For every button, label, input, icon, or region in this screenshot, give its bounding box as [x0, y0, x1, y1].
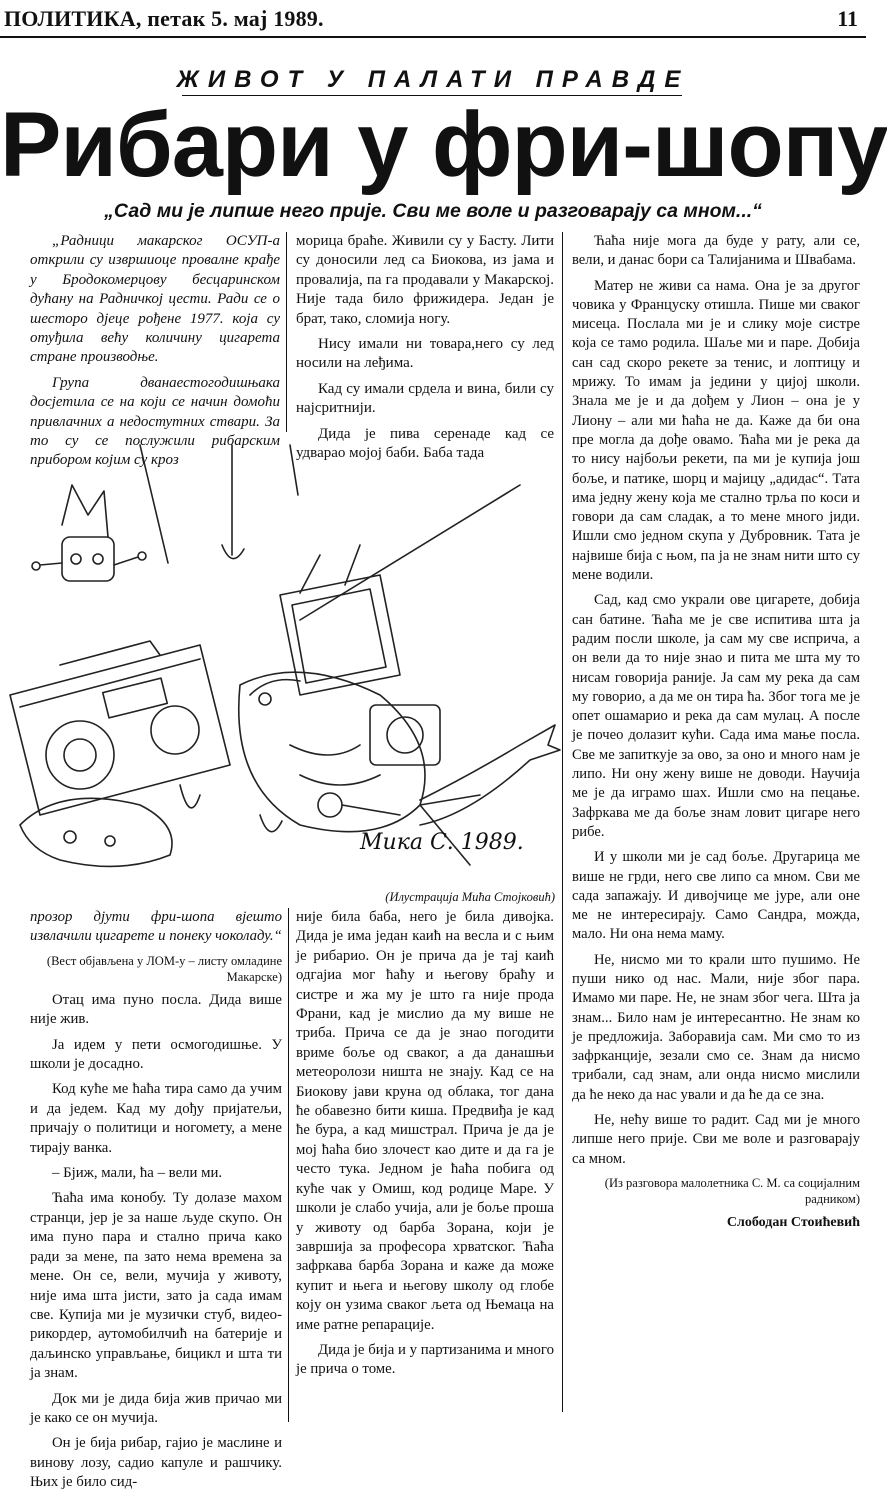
illustration-caption: (Илустрација Мића Стојковић) — [385, 890, 555, 904]
deck: „Сад ми је липше него прије. Сви ме воле и разговарају са мном...“ — [104, 200, 762, 222]
paragraph: Матер не живи са нама. Она је за другог човика у Француску отишла. Пише ми сваког мисеца. Послала ми је и слику моје систре која се тамо родила. Шаље ми и паре. Добија сан сад скоро рекете за тенис, и лоптицу и мрижу. То имам ја једини у цијој школи. Знала ме је и да дођем у Лион – она је у Лиону – али ми ћаћа не да. Каже да би она пре могла да дође овамо. Ћаћа ми је река да то нису најбољи рекети, па ми је купија још боље, и патике, шорц и мајицу „адидас“. Тата има једну жену која ме стално трља по коси и говори да сам сладак, а то мене много јиди. Ишли смо једном скупа у Дубровник. Тата је највише бија с њом, па ја не знам нити што су мене водили. — [572, 277, 860, 584]
cat-fish-head — [62, 485, 108, 537]
column-2-top — [296, 232, 554, 462]
paragraph: – Бјиж, мали, ћа – вели ми. — [52, 1165, 223, 1182]
device-icon — [370, 705, 440, 765]
lead-paragraph: „Радници макарског ОСУП-а открили су извршиоце провалне крађе у Бродокомерцову бесцаринском дућану на Радничкој цести. Ради се о шесторо дјеце рођене 1977. која су отуђила већу количину цигарета стране производње. — [30, 233, 280, 366]
column-divider — [286, 232, 287, 432]
news-source: (Вест објављена у ЛОМ-у – листу омладине Макарске) — [46, 953, 282, 984]
paragraph: Не, нећу више то радит. Сад ми је много липше него прије. Сви ме воле и разговарају са мном. — [572, 1112, 860, 1167]
column-3 — [572, 232, 860, 1422]
fishing-line — [300, 485, 520, 620]
illustration — [0, 445, 560, 885]
paragraph: Код куће ме ћаћа тира само да учим и да једем. Кад му дођу пријатељи, причају о политици и ногомету, а мене тирају ванка. — [30, 1081, 282, 1156]
paragraph: Отац има пуно посла. Дида више није жив. — [30, 991, 282, 1028]
paragraph: И у школи ми је сад боље. Другарица ме више не грди, него све липо са мном. Сви ме сада запажају. И дивојчице ме јуре, али оне ме не интересирају. Само Сандра, можда, мало. Ни она нема маму. — [572, 849, 860, 943]
fishing-fishes-illustration — [0, 445, 560, 885]
paragraph: Док ми је дида бија жив причао ми је како се он мучија. — [30, 1390, 282, 1426]
headline: Рибари у фри-шопу — [0, 94, 887, 196]
column-divider — [288, 908, 289, 1422]
hook-icon — [222, 545, 244, 559]
paragraph: Ћаћа има конобу. Ту долазе махом странци, јер је за наше људе скупо. Он има пуно пара и стално прича како ради за мене, па зато нема времена за мене. Он се, вели, мучија у животу, није има шта јисти, зато ја сада имам све. Купија ми је музички стуб, видео-рикордер, аутомобилчић на батерије и даљинско управљање, бицикл и шта ти ја знам. — [30, 1190, 282, 1382]
masthead — [0, 6, 866, 34]
paragraph: није била баба, него је била дивојка. Дида је има један каић на весла и с њим је рибарио. Он је прича да је тај каић одгајиа мог ћаћу и његову браћу и систре и жа му је што га није прода Франи, кад је мислио да му више не триба. Прича се да је знао погодити вриме боље од сваког, а да данашњи метеоролози ништа не знају. Кад се на Биокову јави круна од облака, тог дана ће обавезно бити киша. Предвиђа је кад ће бура, а кад мишстрал. Прича је да је мој ћаћа био злочест као дите и да га је често тука. Једном је ћаћа побига од куће чак у Омиш, код родице Маре. У школи је слабо учија, али је боље проша у животу од барба Зорана, који је завршија за професора хрватског. Ћаћа зафркава барба Зорана и каже да може купит и њега и његову школу од глобе коју он узима сваког љета од Њемаца на име ратне репарације. — [296, 909, 554, 1333]
lizard-creature — [20, 798, 172, 866]
paragraph: Ћаћа није мога да буде у рату, али се, вели, и данас бори са Талијанима и Швабама. — [572, 233, 860, 269]
paragraph: Не, нисмо ми то крали што пушимо. Не пуши нико од нас. Мали, није због пара. Имамо ми паре. Не, не знам због чега. Шта ја знам... Било нам је интересантно. Не знам ко је предложија. Заборавија сам. Ми смо то из зафрканције, зезали смо се. Знам да нисмо трибали, сад знам, али онда нисмо мислили да ће неко да нас ували и да ће да се зна. — [572, 951, 860, 1103]
fish-body — [62, 537, 114, 581]
hook-icon — [260, 815, 282, 832]
paragraph: Кад су имали срдела и вина, били су најсритнији. — [296, 380, 554, 417]
kicker: ЖИВОТ У ПАЛАТИ ПРАВДЕ — [176, 66, 690, 93]
page-number: 11 — [837, 6, 858, 31]
column-2-bottom — [296, 908, 554, 1422]
fishing-line — [290, 445, 298, 495]
paragraph: Дида је бија и у партизанима и много је прича о томе. — [296, 1341, 554, 1378]
paragraph: Он је бија рибар, гајио је маслине и винову лозу, садио капуле и рашчику. Њих је било сид- — [30, 1435, 282, 1491]
masthead-date: ПОЛИТИКА, петак 5. мај 1989. — [4, 6, 324, 31]
speaker-icon — [46, 721, 114, 789]
paragraph: Ја идем у пети осмогодишње. У школи је досадно. — [30, 1036, 282, 1073]
paragraph: Нису имали ни товара,него су лед носили на леђима. — [296, 336, 554, 372]
paragraph: Дида је пива серенаде кад се удварао мојој баби. Баба тада — [296, 425, 554, 462]
paragraph: морица браће. Живили су у Басту. Лити су доносили лед са Биокова, из јама и провалија, па га продавали у Макарској. Није тада било фрижидера. Један је брат, тако, сломија ногу. — [296, 233, 554, 327]
lead-paragraph: Група дванаестогодишњака досјетила се на који се начин домоћи привлачних а недостутних ствари. За то су се послужили рибарским прибором којим су кроз — [30, 374, 280, 469]
paragraph: Сад, кад смо украли ове цигарете, добија сан батине. Ћаћа ме је све испитива шта ја радим посли школе, ја сам му све исприча, а он вели да то није знао и пита ме шта му то нисам говорија раније. Ја сам му река да сам му говорио, а да ме он тира ћа. Због тога ме је опет ошамарио и река да сам мулац. А после је почео долазит кући. Сада има мање посла. Све ме запиткује за ово, за оно и много нам је липо. Ни ону жену више не доводи. Научија ме је да играмо шах. Ишли смо на пецање. Зафркава ме да боље знам ловит цигаре него рибе. — [572, 592, 860, 840]
interview-source: (Из разговора малолетника С. М. са социјалним радником) — [604, 1175, 860, 1206]
column-divider — [562, 232, 563, 1412]
fishing-line — [140, 445, 168, 563]
column-1-top — [30, 232, 280, 469]
byline: Слободан Стоићевић — [726, 1214, 860, 1230]
long-fish — [420, 725, 560, 825]
artist-signature: Mика С. 1989. — [360, 830, 524, 855]
hook-icon — [180, 785, 200, 808]
lead-paragraph: прозор дјути фри-шопа вјешто извлачили цигарете и понеку чоколаду.“ — [30, 909, 282, 945]
radio-cassette-icon — [10, 645, 230, 815]
column-1-bottom — [30, 908, 282, 1491]
masthead-rule — [0, 36, 866, 38]
